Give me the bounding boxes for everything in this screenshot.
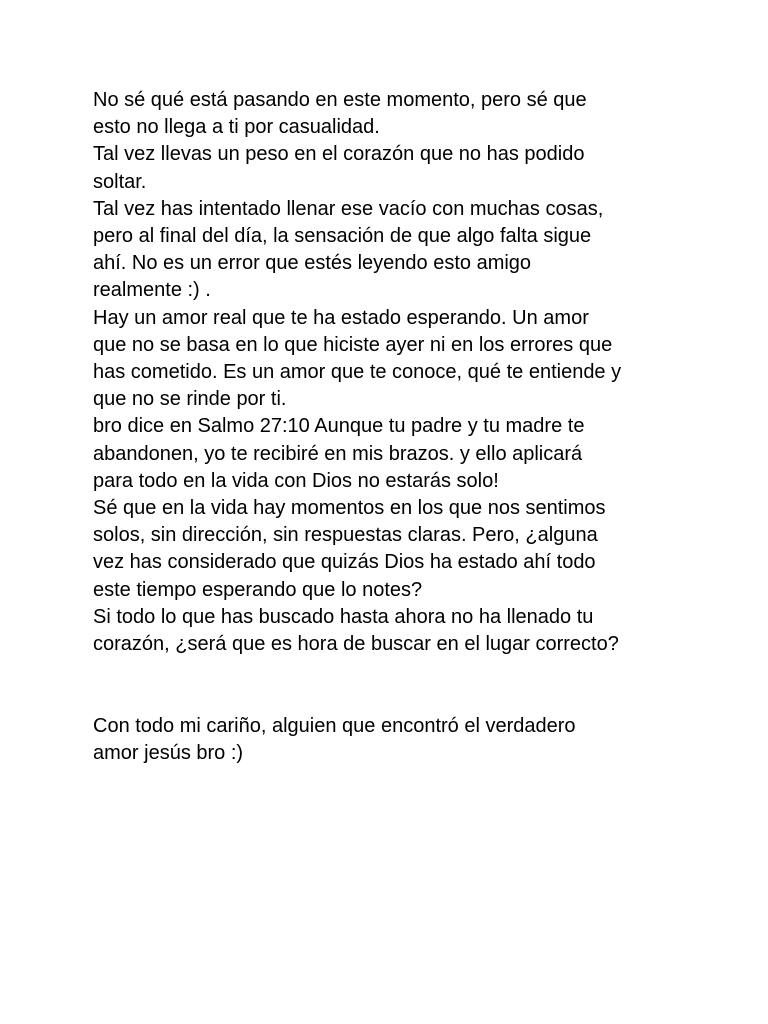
paragraph-4: Hay un amor real que te ha estado esperando. Un amor que no se basa en lo que hiciste ayer ni en los errores que has cometido. Es un amor que te conoce, qué te entiende y que no se rinde por ti.	[93, 306, 622, 411]
blank-line	[93, 658, 693, 685]
document-body	[93, 87, 693, 767]
blank-line	[93, 685, 693, 712]
paragraph-2: Tal vez llevas un peso en el corazón que no has podido soltar.	[93, 143, 585, 193]
paragraph-5: bro dice en Salmo 27:10 Aunque tu padre y tu madre te abandonen, yo te recibiré en mis brazos. y ello aplicará para todo en la vida con Dios no estarás solo!	[93, 415, 585, 492]
paragraph-7: Si todo lo que has buscado hasta ahora no ha llenado tu corazón, ¿será que es hora de buscar en el lugar correcto?	[93, 605, 619, 656]
paragraph-3: Tal vez has intentado llenar ese vacío con muchas cosas, pero al final del día, la sensación de que algo falta sigue ahí. No es un error que estés leyendo esto amigo realmente :) .	[93, 197, 604, 302]
paragraph-6: Sé que en la vida hay momentos en los que nos sentimos solos, sin dirección, sin respuestas claras. Pero, ¿alguna vez has considerado que quizás Dios ha estado ahí todo este tiempo esperando que lo notes?	[93, 497, 606, 601]
closing-signature: Con todo mi cariño, alguien que encontró el verdadero amor jesús bro :)	[93, 714, 576, 764]
paragraph-1: No sé qué está pasando en este momento, pero sé que esto no llega a ti por casualidad.	[93, 89, 587, 139]
